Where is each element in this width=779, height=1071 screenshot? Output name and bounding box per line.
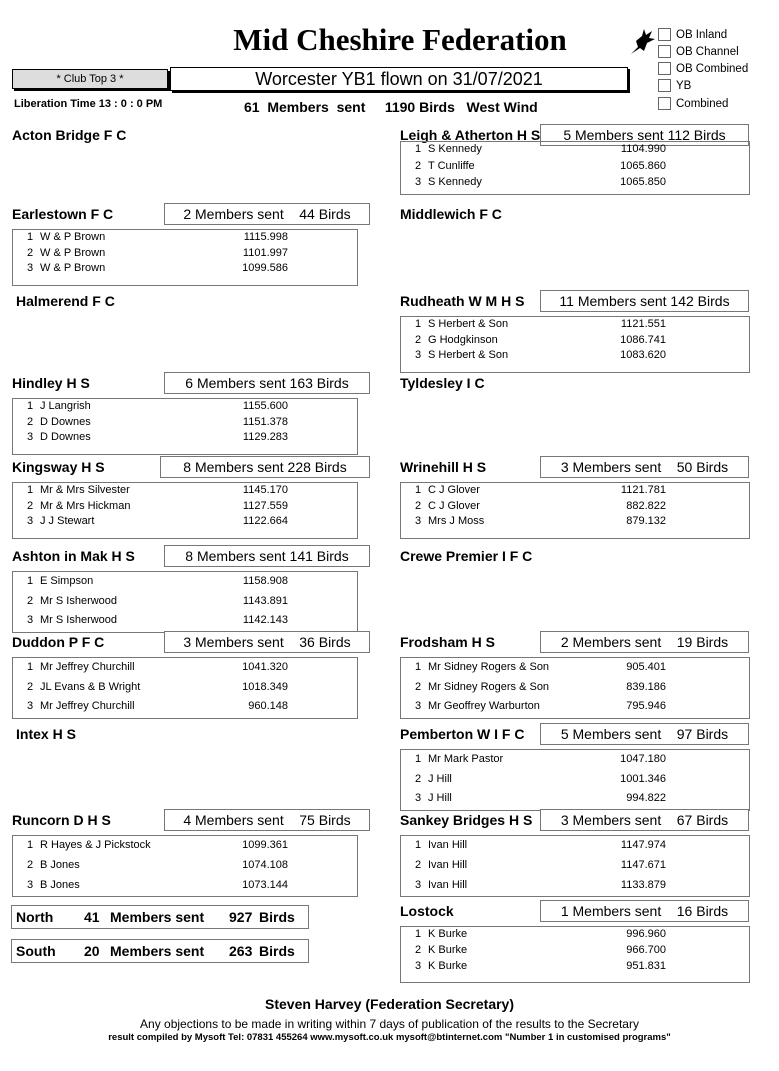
result-fancier: J J Stewart xyxy=(40,515,95,527)
result-position: 3 xyxy=(415,879,422,891)
result-fancier: W & P Brown xyxy=(40,246,106,259)
result-velocity: 994.822 xyxy=(626,792,666,804)
result-fancier: Mr S Isherwood xyxy=(40,594,118,607)
club-name: Leigh & Atherton H S xyxy=(400,127,541,143)
club-top3-table xyxy=(400,749,750,811)
result-velocity: 879.132 xyxy=(626,515,666,527)
club-top3-table xyxy=(12,571,358,633)
option-label: YB xyxy=(676,79,692,92)
total-north xyxy=(11,905,309,929)
result-position: 1 xyxy=(415,839,422,851)
result-velocity: 1147.974 xyxy=(620,839,666,851)
result-fancier: Mr Jeffrey Churchill xyxy=(40,700,135,712)
result-position: 2 xyxy=(27,499,34,512)
result-velocity: 1065.860 xyxy=(620,159,666,172)
result-fancier: B Jones xyxy=(40,859,80,871)
result-position: 1 xyxy=(27,661,34,673)
checkbox-icon[interactable] xyxy=(658,45,671,58)
result-fancier: E Simpson xyxy=(40,575,94,587)
total-members-label: Members sent xyxy=(110,943,205,959)
club-name: Middlewich F C xyxy=(400,206,502,222)
option-label: Combined xyxy=(676,97,729,110)
club-entry-summary: 2 Members sent 19 Birds xyxy=(540,631,749,653)
result-fancier: Mr Sidney Rogers & Son xyxy=(428,680,550,693)
result-position: 3 xyxy=(415,792,422,804)
club-name: Earlestown F C xyxy=(12,206,114,222)
result-position: 3 xyxy=(415,176,422,188)
result-velocity: 795.946 xyxy=(626,700,666,712)
result-position: 1 xyxy=(415,318,422,330)
result-fancier: J Hill xyxy=(428,772,452,785)
result-fancier: S Herbert & Son xyxy=(428,349,509,361)
result-velocity: 1083.620 xyxy=(620,349,666,361)
option-ob-combined[interactable] xyxy=(658,60,748,77)
club-top3-table xyxy=(400,482,750,539)
option-label: OB Inland xyxy=(676,28,728,41)
result-fancier: K Burke xyxy=(428,944,468,956)
result-position: 3 xyxy=(415,515,422,527)
club-top3-table xyxy=(400,141,750,195)
result-velocity: 1086.741 xyxy=(620,333,666,346)
result-position: 3 xyxy=(415,349,422,361)
option-yb[interactable] xyxy=(658,77,748,94)
option-ob-inland[interactable] xyxy=(658,26,748,43)
club-top3-table xyxy=(400,926,750,983)
result-position: 2 xyxy=(415,680,422,693)
result-position: 3 xyxy=(27,262,34,274)
checkbox-icon[interactable] xyxy=(658,97,671,110)
result-velocity: 1129.283 xyxy=(242,431,288,443)
club-name: Frodsham H S xyxy=(400,634,495,650)
result-position: 1 xyxy=(415,484,422,496)
result-fancier: B Jones xyxy=(40,879,80,891)
result-velocity: 951.831 xyxy=(626,960,666,972)
total-members-label: Members sent xyxy=(110,909,205,925)
result-position: 1 xyxy=(415,143,422,155)
result-fancier: Mr Mark Pastor xyxy=(428,753,504,765)
result-position: 3 xyxy=(27,879,34,891)
result-position: 3 xyxy=(415,700,422,712)
result-fancier: Ivan Hill xyxy=(428,839,468,851)
club-entry-summary: 4 Members sent 75 Birds xyxy=(164,809,370,831)
checkbox-icon[interactable] xyxy=(658,62,671,75)
result-position: 1 xyxy=(27,839,34,851)
liberation-time: Liberation Time 13 : 0 : 0 PM xyxy=(14,98,163,110)
result-position: 3 xyxy=(27,431,34,443)
result-velocity: 1158.908 xyxy=(242,575,288,587)
result-velocity: 1127.559 xyxy=(242,499,288,512)
result-position: 3 xyxy=(27,700,34,712)
club-entry-summary: 3 Members sent 50 Birds xyxy=(540,456,749,478)
total-south xyxy=(11,939,309,963)
result-position: 2 xyxy=(415,859,422,871)
result-velocity: 839.186 xyxy=(626,680,666,693)
result-velocity: 1121.781 xyxy=(620,484,666,496)
result-velocity: 1121.551 xyxy=(620,318,666,330)
result-position: 1 xyxy=(27,231,34,243)
club-top3-table xyxy=(400,835,750,897)
result-position: 1 xyxy=(27,400,34,412)
club-name: Tyldesley I C xyxy=(400,375,485,391)
result-velocity: 1155.600 xyxy=(242,400,288,412)
result-position: 1 xyxy=(415,753,422,765)
result-velocity: 1018.349 xyxy=(242,680,288,693)
result-velocity: 1115.998 xyxy=(243,231,288,243)
club-name: Sankey Bridges H S xyxy=(400,812,533,828)
result-velocity: 966.700 xyxy=(626,944,666,956)
result-position: 1 xyxy=(415,661,422,673)
club-entry-summary: 5 Members sent 97 Birds xyxy=(540,723,749,745)
result-fancier: S Herbert & Son xyxy=(428,318,509,330)
total-birds: 263 xyxy=(229,943,253,959)
result-fancier: W & P Brown xyxy=(40,262,106,274)
result-velocity: 1073.144 xyxy=(242,879,288,891)
club-name: Hindley H S xyxy=(12,375,90,391)
club-name: Duddon P F C xyxy=(12,634,105,650)
result-velocity: 1101.997 xyxy=(242,246,288,259)
result-velocity: 1142.143 xyxy=(242,614,288,626)
club-name: Lostock xyxy=(400,903,454,919)
club-entry-summary: 6 Members sent 163 Birds xyxy=(164,372,370,394)
result-position: 3 xyxy=(415,960,422,972)
result-velocity: 1099.586 xyxy=(242,262,288,274)
total-birds-label: Birds xyxy=(259,943,295,959)
result-fancier: D Downes xyxy=(40,415,91,428)
club-name: Crewe Premier I F C xyxy=(400,548,533,564)
result-fancier: Mr Jeffrey Churchill xyxy=(40,661,135,673)
club-top3-table xyxy=(12,398,358,455)
club-entry-summary: 2 Members sent 44 Birds xyxy=(164,203,370,225)
result-velocity: 1001.346 xyxy=(620,772,666,785)
result-velocity: 905.401 xyxy=(626,661,666,673)
club-name: Intex H S xyxy=(16,726,76,742)
result-velocity: 996.960 xyxy=(626,928,666,940)
result-position: 3 xyxy=(27,515,34,527)
club-entry-summary: 8 Members sent 141 Birds xyxy=(164,545,370,567)
pigeon-logo-icon xyxy=(628,27,658,57)
result-fancier: R Hayes & J Pickstock xyxy=(40,839,151,851)
result-fancier: S Kennedy xyxy=(428,143,482,155)
race-title: Worcester YB1 flown on 31/07/2021 xyxy=(170,67,628,91)
result-position: 2 xyxy=(27,246,34,259)
result-fancier: C J Glover xyxy=(428,499,480,512)
club-top3-table xyxy=(400,657,750,719)
club-name: Wrinehill H S xyxy=(400,459,487,475)
result-position: 1 xyxy=(27,484,34,496)
club-top3-table xyxy=(12,229,358,286)
result-fancier: Mrs J Moss xyxy=(428,515,485,527)
category-options xyxy=(658,26,748,112)
result-fancier: JL Evans & B Wright xyxy=(40,680,141,693)
total-label: South xyxy=(16,943,56,959)
result-velocity: 1133.879 xyxy=(620,879,666,891)
club-top3-table xyxy=(400,316,750,373)
result-velocity: 882.822 xyxy=(626,499,666,512)
result-position: 2 xyxy=(415,772,422,785)
result-velocity: 1047.180 xyxy=(620,753,666,765)
result-position: 2 xyxy=(415,499,422,512)
secretary-signature: Steven Harvey (Federation Secretary) xyxy=(265,996,514,1012)
club-top3-table xyxy=(12,835,358,897)
club-name: Pemberton W I F C xyxy=(400,726,525,742)
club-top3-table xyxy=(12,657,358,719)
result-velocity: 1041.320 xyxy=(242,661,288,673)
option-label: OB Channel xyxy=(676,45,739,58)
club-top3-table xyxy=(12,482,358,539)
result-velocity: 1065.850 xyxy=(620,176,666,188)
result-velocity: 1099.361 xyxy=(242,839,288,851)
option-ob-channel[interactable] xyxy=(658,43,748,60)
result-velocity: 1145.170 xyxy=(242,484,288,496)
total-birds: 927 xyxy=(229,909,253,925)
club-name: Halmerend F C xyxy=(16,293,115,309)
result-position: 1 xyxy=(415,928,422,940)
club-top3-label: * Club Top 3 * xyxy=(12,69,168,89)
result-fancier: J Hill xyxy=(428,792,452,804)
result-fancier: K Burke xyxy=(428,960,468,972)
result-fancier: Ivan Hill xyxy=(428,859,468,871)
club-entry-summary: 1 Members sent 16 Birds xyxy=(540,900,749,922)
result-fancier: Mr S Isherwood xyxy=(40,614,118,626)
result-position: 2 xyxy=(415,333,422,346)
result-fancier: K Burke xyxy=(428,928,468,940)
result-velocity: 1151.378 xyxy=(242,415,288,428)
result-velocity: 1104.990 xyxy=(620,143,666,155)
result-position: 2 xyxy=(415,944,422,956)
total-label: North xyxy=(16,909,54,925)
result-position: 2 xyxy=(27,415,34,428)
result-position: 2 xyxy=(27,594,34,607)
result-velocity: 1147.671 xyxy=(620,859,666,871)
result-fancier: Mr Geoffrey Warburton xyxy=(428,700,540,712)
total-members: 41 xyxy=(84,909,100,925)
club-entry-summary: 5 Members sent 112 Birds xyxy=(540,124,749,146)
result-fancier: D Downes xyxy=(40,431,91,443)
result-fancier: G Hodgkinson xyxy=(428,333,498,346)
total-birds-label: Birds xyxy=(259,909,295,925)
result-fancier: Mr Sidney Rogers & Son xyxy=(428,661,550,673)
option-combined[interactable] xyxy=(658,95,748,112)
club-entry-summary: 3 Members sent 67 Birds xyxy=(540,809,749,831)
total-members: 20 xyxy=(84,943,100,959)
club-name: Runcorn D H S xyxy=(12,812,111,828)
club-name: Acton Bridge F C xyxy=(12,127,127,143)
result-fancier: W & P Brown xyxy=(40,231,106,243)
result-position: 2 xyxy=(415,159,422,172)
club-entry-summary: 8 Members sent 228 Birds xyxy=(160,456,370,478)
club-name: Ashton in Mak H S xyxy=(12,548,135,564)
result-fancier: Mr & Mrs Hickman xyxy=(40,499,131,512)
result-fancier: Ivan Hill xyxy=(428,879,468,891)
result-position: 2 xyxy=(27,859,34,871)
club-name: Rudheath W M H S xyxy=(400,293,525,309)
result-fancier: J Langrish xyxy=(40,400,91,412)
result-fancier: Mr & Mrs Silvester xyxy=(40,484,130,496)
result-velocity: 1143.891 xyxy=(242,594,288,607)
result-velocity: 1122.664 xyxy=(242,515,288,527)
club-entry-summary: 3 Members sent 36 Birds xyxy=(164,631,370,653)
checkbox-icon[interactable] xyxy=(658,79,671,92)
club-entry-summary: 11 Members sent 142 Birds xyxy=(540,290,749,312)
result-velocity: 960.148 xyxy=(248,700,288,712)
result-fancier: C J Glover xyxy=(428,484,480,496)
result-fancier: T Cunliffe xyxy=(428,159,475,172)
option-label: OB Combined xyxy=(676,62,749,75)
result-position: 3 xyxy=(27,614,34,626)
compiled-by-footer: result compiled by Mysoft Tel: 07831 455264 www.mysoft.co.uk mysoft@btinternet.com "Number 1 in customised programs" xyxy=(108,1032,671,1043)
objections-notice: Any objections to be made in writing within 7 days of publication of the results to the Secretary xyxy=(140,1017,639,1031)
page-title: Mid Cheshire Federation xyxy=(233,22,567,57)
result-position: 2 xyxy=(27,680,34,693)
club-name: Kingsway H S xyxy=(12,459,105,475)
race-summary: 61 Members sent 1190 Birds West Wind xyxy=(244,99,538,115)
result-position: 1 xyxy=(27,575,34,587)
result-fancier: S Kennedy xyxy=(428,176,482,188)
result-velocity: 1074.108 xyxy=(242,859,288,871)
checkbox-icon[interactable] xyxy=(658,28,671,41)
